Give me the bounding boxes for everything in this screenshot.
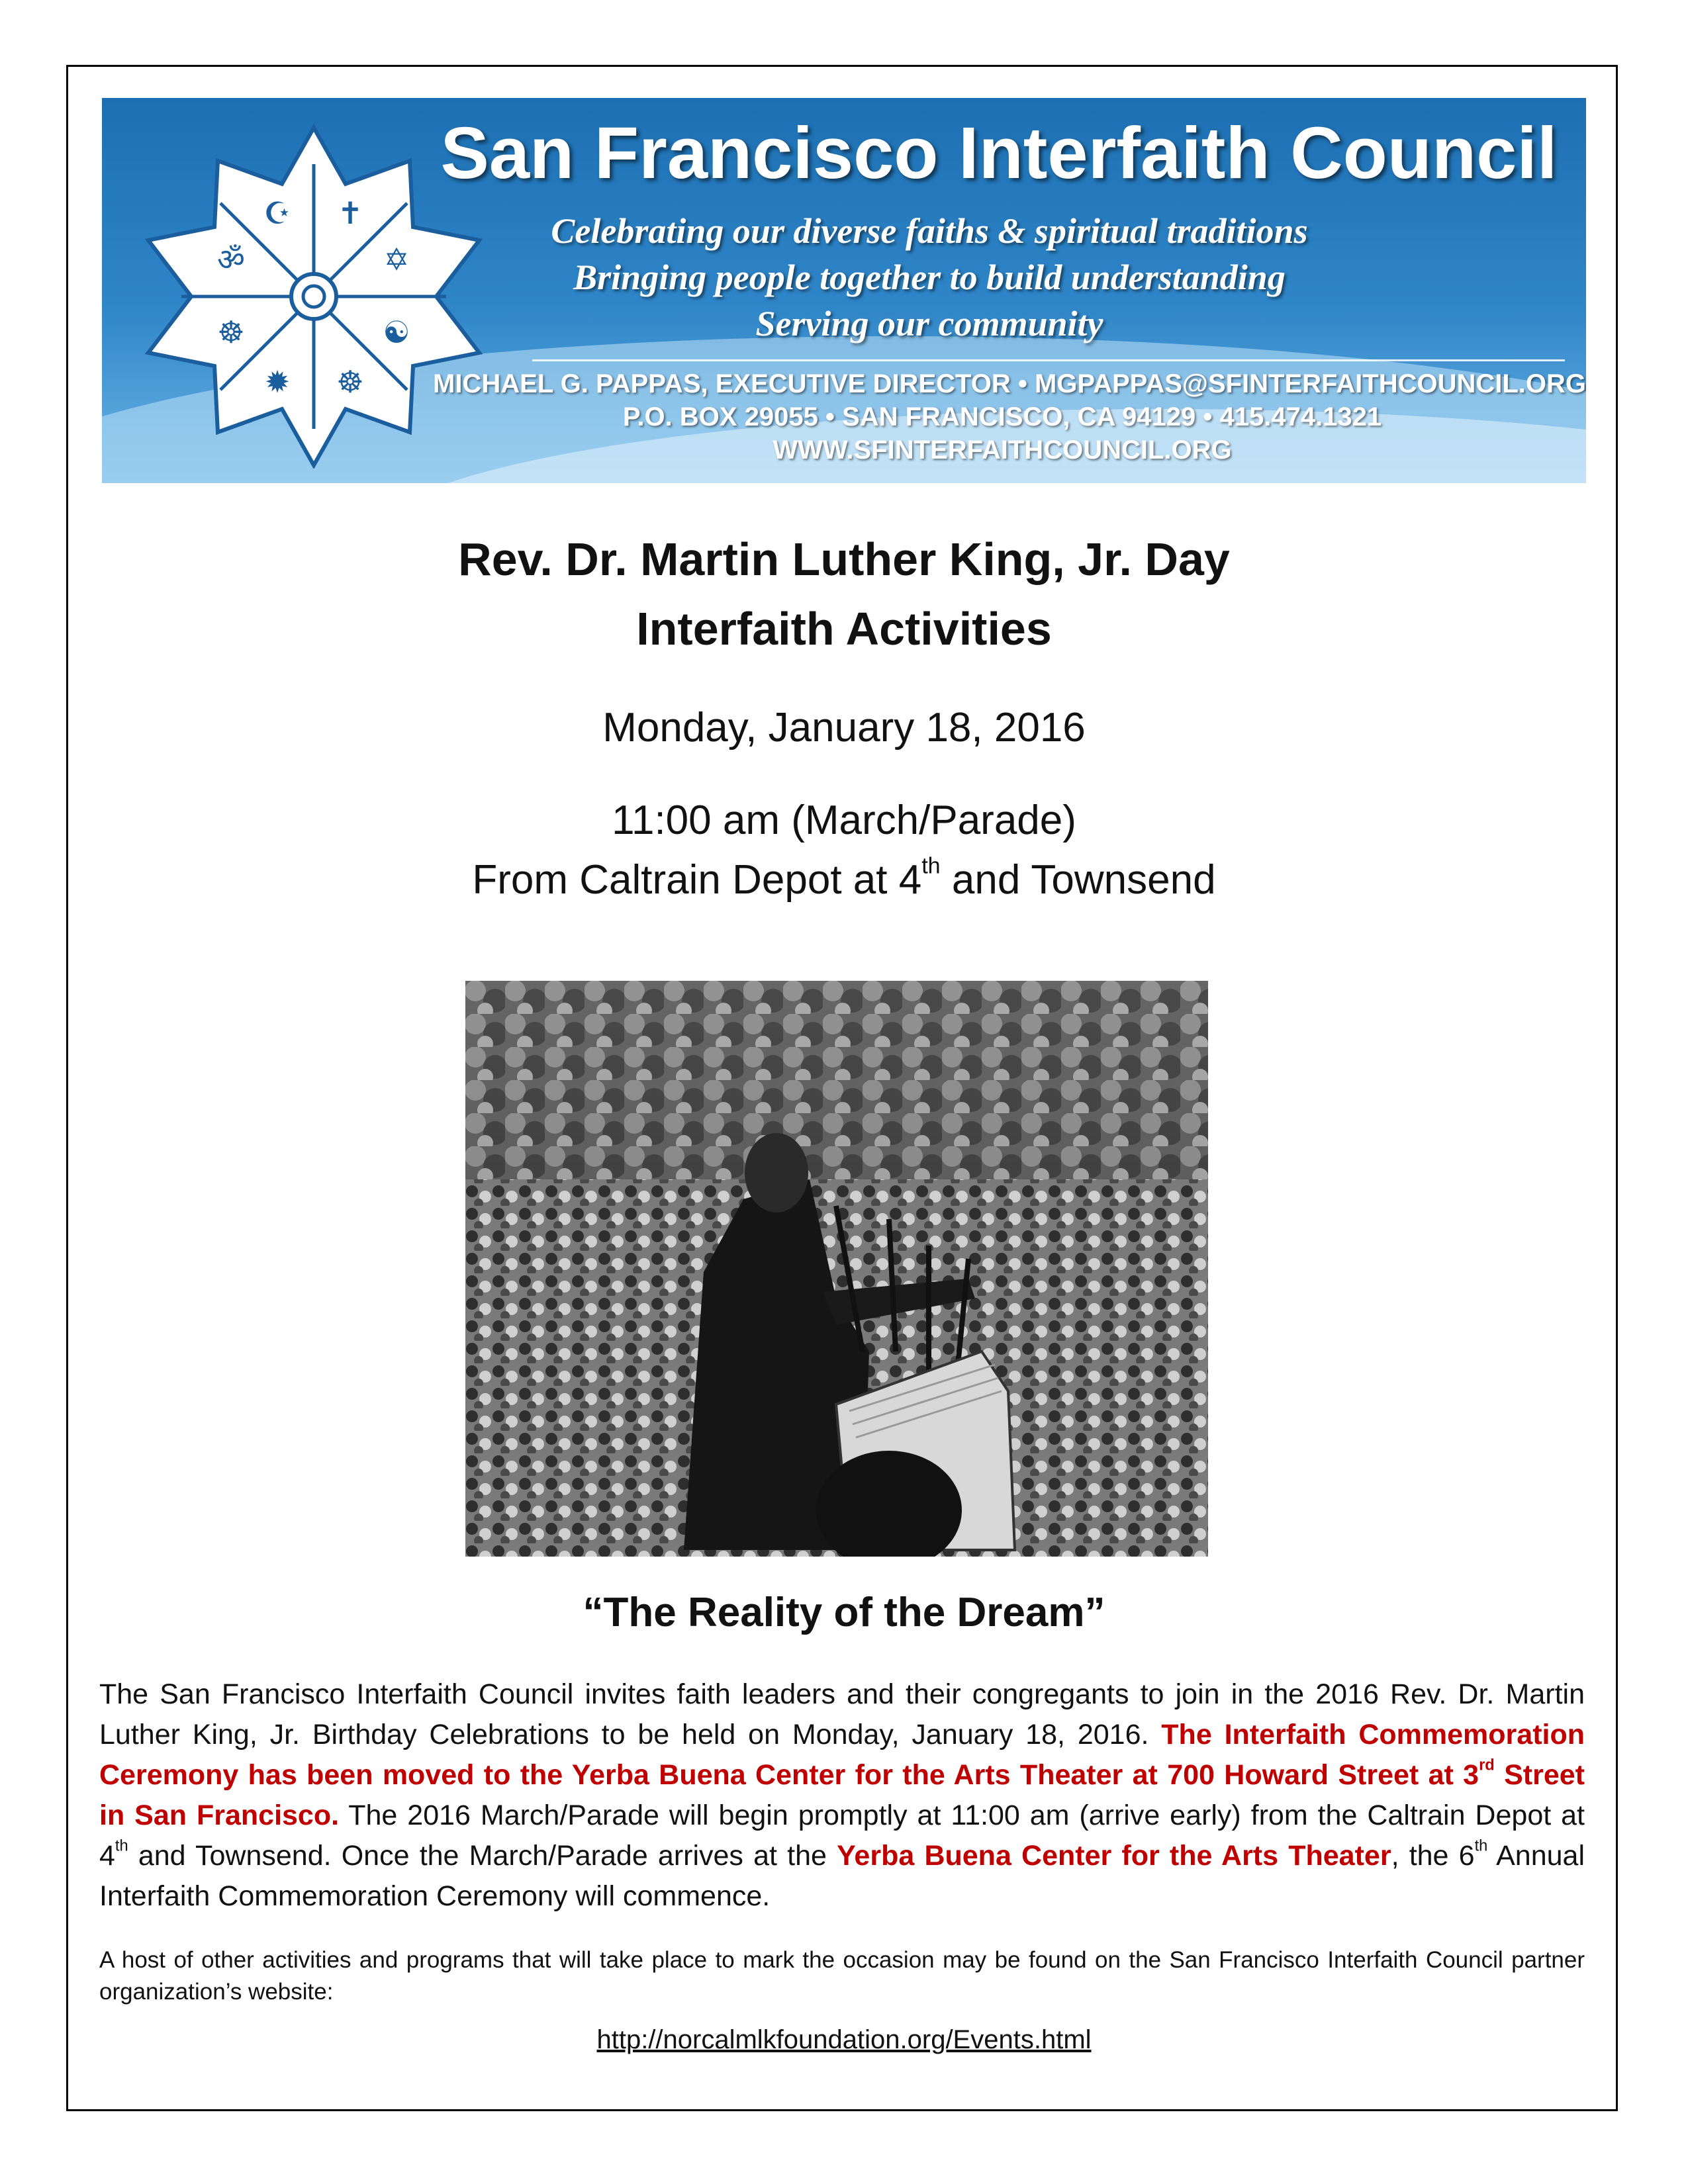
cross-icon: ✝ [337,195,363,231]
banner-divider [532,359,1565,361]
event-theme-quote: “The Reality of the Dream” [583,1590,1105,1635]
mlk-speech-photo [465,981,1208,1557]
event-time: 11:00 am (March/Parade) [612,797,1076,843]
more-activities-paragraph: A host of other activities and programs that will take place to mark the occasion may be found on the San Francisco Interfaith Council partner organization’s website: [99,1947,1585,2005]
org-name: San Francisco Interfaith Council [440,113,1558,194]
star-of-david-icon: ✡ [383,242,410,277]
event-location: From Caltrain Depot at 4th and Townsend [472,853,1216,903]
header-banner [102,98,1586,483]
yin-yang-icon: ☯ [383,314,410,350]
contact-line-1: MICHAEL G. PAPPAS, EXECUTIVE DIRECTOR • MGPAPPAS@SFINTERFAITHCOUNCIL.ORG [433,369,1586,398]
tagline-1: Celebrating our diverse faiths & spiritual traditions [551,211,1308,251]
crescent-icon: ☪ [263,195,291,231]
om-icon: ॐ [217,242,245,277]
event-date: Monday, January 18, 2016 [602,705,1086,751]
invitation-paragraph: The San Francisco Interfaith Council invites faith leaders and their congregants to join in the 2016 Rev. Dr. Martin Luther King, Jr. Birthday Celebrations to be held on Monday, January 18, 2016. The Interfaith Commemoration Ceremony has been moved to the Yerba Buena Center for the Arts Theater at 700 Howard Street at 3rd Street in San Francisco. The 2016 March/Parade will begin promptly at 11:00 am (arrive early) from the Caltrain Depot at 4th and Townsend. Once the March/Parade arrives at the Yerba Buena Center for the Arts Theater, the 6th Annual Interfaith Commemoration Ceremony will commence. [99,1678,1585,1912]
dharma-wheel-icon: ☸ [217,314,245,350]
event-title-line-2: Interfaith Activities [636,603,1052,655]
contact-line-2: P.O. BOX 29055 • SAN FRANCISCO, CA 94129 • 415.474.1321 [622,402,1382,432]
event-title-line-1: Rev. Dr. Martin Luther King, Jr. Day [458,533,1230,585]
events-link[interactable]: http://norcalmlkfoundation.org/Events.html [596,2025,1092,2054]
tagline-2: Bringing people together to build understanding [573,257,1286,297]
baha-star-icon: ✹ [264,364,291,400]
tagline-3: Serving our community [755,304,1103,343]
wheel-icon: ☸ [336,364,364,400]
website-line: WWW.SFINTERFAITHCOUNCIL.ORG [773,435,1232,465]
